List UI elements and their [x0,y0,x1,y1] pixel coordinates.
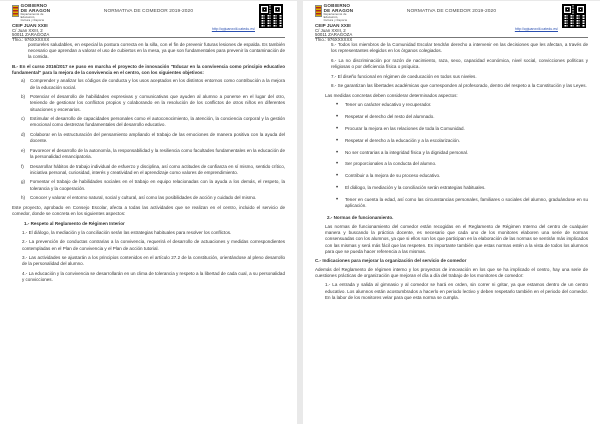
list-item: • Contribuir a la mejora de su proceso educativo. [345,173,588,179]
numbered-item: 1.- El diálogo, la mediación y la conciliación serán las estrategias habituales para resolver los conflictos. [22,229,232,235]
page-right [303,1,600,424]
list-item: g) Fomentar el trabajo de habilidades sociales en el trabajo en equipo relacionadas con la ayuda a los demás, el respeto, la tolerancia y la cooperación. [21,179,285,191]
list-item: • Procurar la mejora en las relaciones de toda la Comunidad. [345,126,588,132]
list-item: • Respetar el derecho del resto del alumnado. [345,114,588,120]
list-item: a) Comprender y analizar los códigos de conducta y los usos aceptados en los distintos entornos como contribución a la mejora de la educación social. [21,78,285,90]
measures-intro: Las medidas concretas deben considerar determinados aspectos: [325,92,458,98]
section-b-heading: B.- En el curso 2016/2017 se puso en marcha el proyecto de innovación "Educar en la convivencia como principio educativo fundamental" para la mejora de la convivencia en el centro, con los siguientes objetivos: [12,64,285,76]
objectives-list [12,78,285,201]
page-header [12,3,285,42]
gobierno-aragon-logo: GOBIERNO DE ARAGON Departamento de Educación, Cultura y Deporte [12,4,56,22]
qr-code-icon [562,4,586,28]
intro-continuation: postureles saludables, en especial la postura correcta en la silla, con el fin de prevenir futuras lesiones de espalda. Es también necesario que aprendan a valorar el uso de cubiertos en la mesa, ya que son fundamentales para prevenir la contaminación de la comida. [28,42,285,60]
list-item: • Ser proporcionales a la conducta del alumno. [345,161,588,167]
document-title: NORMATIVA DE COMEDOR 2019-2020 [406,9,497,14]
school-url-link[interactable]: http://cpjuanxxiii.catedu.es/ [211,27,255,31]
list-item: f) Desarrollar hábitos de trabajo individual de esfuerzo y disciplina, así como actitudes de confianza en sí mismo, sentido crítico, iniciativa personal, curiosidad, interés y creatividad en el aprendizaje como valores de emprendimiento. [21,163,285,175]
qr-code-icon [259,4,283,28]
list-item: e) Favorecer el desarrollo de la autonomía, la responsabilidad y la resiliencia como facultades fundamentales en la educación de la personalidad emancipatoria. [21,147,285,159]
list-item: • Tener en cuenta la edad, así como las circunstancias personales, familiares o sociales del alumno, graduándose en su aplicación. [345,197,588,209]
subsection-title: 1.- Respeto al Reglamento de Régimen Interior [24,220,125,226]
numbered-item: 1.- La entrada y salida al gimnasio y al comedor se hará en orden, sin correr ni gritar, ya que estamos dentro de un centro educativo. Los alumnos están acostumbrados a hacerlo en periodo lectivo y deben respetarlo también en el periodo del comedor. En la labor de los monitores velar para que esta norma se cumpla. [325,282,588,300]
page-header [315,3,588,42]
section-c-paragraph: Además del Reglamento de régimen interno y los proyectos de innovación en los que se ha implicado el centro, hay una serie de cuestiones prácticas de organización que mejoran el día a día del trabajo de los monitores de comedor: [315,266,588,278]
numbered-item: 8.- Se garantizan las libertades académicas que corresponden al profesorado, dentro del respeto a la Constitución y las Leyes. [331,83,587,89]
list-item: • No ser contrarias a la integridad física y la dignidad personal. [345,150,588,156]
document-title: NORMATIVA DE COMEDOR 2019-2020 [103,9,194,14]
gobierno-aragon-logo: GOBIERNO DE ARAGON Departamento de Educación, Cultura y Deporte [315,4,359,22]
project-paragraph: Este proyecto, aprobado en Consejo Escolar, afecta a todas las actividades que se realizan en el centro, incluido el servicio de comedor, donde se concreta en los siguientes aspectos: [12,204,285,216]
school-url-link[interactable]: http://cpjuanxxiii.catedu.es/ [514,27,558,31]
numbered-item: 5.- Todos los miembros de la Comunidad Escolar tendrán derecho a intervenir en las decisiones que les afectan, a través de los representantes elegidos en los órganos colegiados. [331,42,588,54]
numbered-item: 7.- El diseño funcional en régimen de coeducación en todos sus niveles. [331,73,477,79]
measures-list [315,102,588,209]
list-item: c) Estimular el desarrollo de capacidades personales como el autoconocimiento, la atención, la conciencia corporal y la gestión emocional como destrezas fundamentales del desarrollo educativo. [21,116,285,128]
list-item: d) Colaborar en la estructuración del pensamiento ampliando el trabajo de las emociones de manera positiva con la ayuda del docente. [21,132,285,144]
norms-paragraph: Las normas de funcionamiento del comedor están recogidas en el Reglamento de Régimen Interno del centro de cualquier manera y buscando la práctica docente, es necesario que cada uno de los monitores elaboren una serie de normas consensuadas con los alumnos, ya que si ellos son los que participan en la elaboración de las normas se sentirán más implicados con las mismas y será más fácil que las respeten. Es importante también que estas normas estén a la vista de todos los alumnos para que se pueda hacer referencia a las mismas. [325,223,588,254]
numbered-item: 6.- La no discriminación por razón de nacimiento, raza, sexo, capacidad económica, nivel social, convicciones políticas y religiosas o por deficiencia física o psíquica. [331,57,588,69]
school-address: CEIP JUAN XXIII C/ Juan XXIII, 2 50011 ZARAGOZA Tfno.: 976XXXXXX [12,23,50,42]
numbered-item: 4.- La educación y la convivencia se desarrollarán en un clima de tolerancia y respeto a la libertad de cada cual, a su personalidad y convicciones. [22,270,285,283]
page-left [0,1,297,424]
numbered-item: 2.- La prevención de conductas contrarias a la convivencia, requerirá el desarrollo de actuaciones y medidas correspondientes contempladas en el Plan de convivencia y el Plan de acción tutorial. [22,239,285,251]
subsection-title: 2.- Normas de funcionamiento. [327,214,394,220]
list-item: • Tener un carácter educativo y recuperador. [345,102,588,108]
list-item: • Respetar el derecho a la educación y a la escolarización. [345,138,588,144]
list-item: h) Conocer y valorar el entorno natural, social y cultural, así como las posibilidades de acción y cuidado del mismo. [21,195,257,201]
list-item: • El diálogo, la mediación y la conciliación serán estrategias habituales. [345,185,588,191]
list-item: b) Potenciar el desarrollo de habilidades expresivas y comunicativas que ayuden al alumno a ponerse en el lugar del otro, teniendo de gestionar los conflictos propios y colaborando en la resolución de los conflictos de otros niños en diferentes situaciones y escenarios. [21,94,285,112]
numbered-item: 3.- Las actividades se ajustarán a los principios contenidos en el artículo 27.2 de la constitución, orientándose al pleno desarrollo de la personalidad del alumno. [22,255,285,267]
school-address: CEIP JUAN XXIII C/ Juan XXIII, 2 50011 ZARAGOZA Tfno.: 976XXXXXX [315,23,353,42]
section-c-heading: C.- Indicaciones para mejorar la organización del servicio de comedor [315,258,467,264]
